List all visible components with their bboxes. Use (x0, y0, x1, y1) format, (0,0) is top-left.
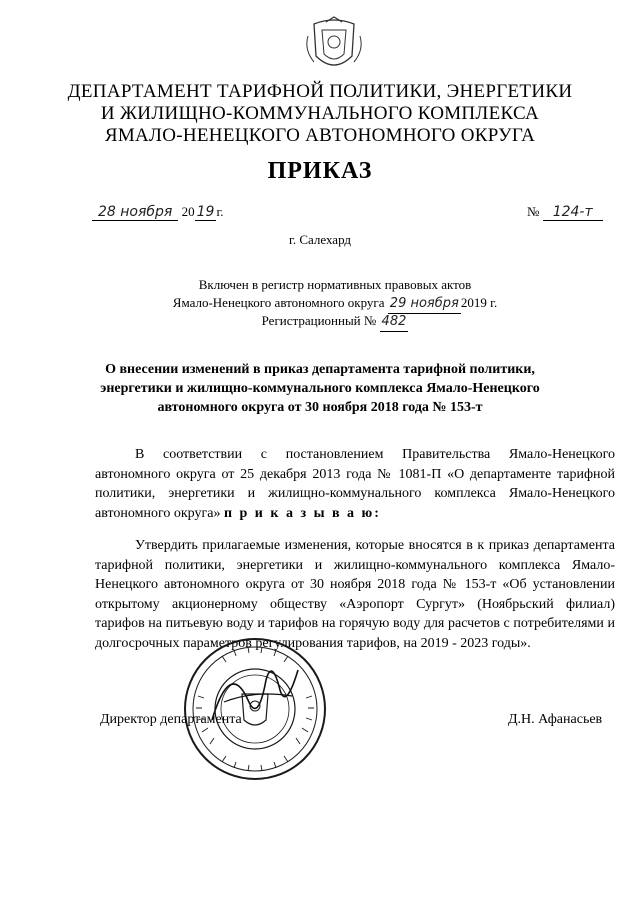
order-command: п р и к а з ы в а ю: (223, 505, 381, 521)
city-name: г. Салехард (288, 232, 352, 247)
handwritten-number: 124-т (543, 204, 603, 221)
order-number (527, 204, 603, 221)
signer-position: Директор департамента (100, 712, 242, 727)
handwritten-date: 28 ноября (92, 204, 178, 221)
department-name-line2: И ЖИЛИЩНО-КОММУНАЛЬНОГО КОМПЛЕКСА (100, 103, 540, 124)
registration-number: 482 (380, 313, 409, 332)
department-name-line1: ДЕПАРТАМЕНТ ТАРИФНОЙ ПОЛИТИКИ, ЭНЕРГЕТИКИ (67, 81, 573, 102)
registration-number-label: Регистрационный № (261, 313, 377, 328)
registration-date: 29 ноября (388, 295, 461, 314)
document-title: ПРИКАЗ (267, 158, 373, 184)
registration-year: 2019 г. (460, 295, 498, 310)
coat-of-arms-icon (300, 16, 368, 76)
registration-line1: Включен в регистр нормативных правовых актов (198, 277, 472, 292)
preamble-paragraph (95, 445, 615, 523)
order-paragraph: Утвердить прилагаемые изменения, которые вносятся в к приказ департамента тарифной политики, энергетики и жилищно-коммунального комплекса Ямало-Ненецкого автономного округа от 30 ноября 2018 года № 153-т «Об установлении открытому акционерному обществу «Аэропорт Сургут» (Ноябрьский филиал) тарифов на питьевую воду и тарифов на горячую воду для расчетов с потребителями и долгосрочных параметров регулирования тарифов, на 2019 - 2023 годы». (95, 538, 615, 651)
order-date (92, 204, 224, 221)
signer-name: Д.Н. Афанасьев (508, 712, 603, 727)
registration-region: Ямало-Ненецкого автономного округа (172, 295, 385, 310)
year-prefix: 20 (181, 204, 195, 219)
department-name-line3: ЯМАЛО-НЕНЕЦКОГО АВТОНОМНОГО ОКРУГА (104, 125, 536, 146)
document-subject: О внесении изменений в приказ департамента тарифной политики, энергетики и жилищно-коммунального комплекса Ямало-Ненецкого автономного округа от 30 ноября 2018 года № 153-т (100, 362, 540, 415)
registration-line3 (150, 312, 520, 332)
registration-line2 (150, 294, 520, 314)
preamble-text: В соответствии с постановлением Правительства Ямало-Ненецкого автономного округа от 25 декабря 2013 года № 1081-П «О департаменте тарифной политики, энергетики и жилищно-коммунального комплекса Ямало-Ненецкого автономного округа» (95, 447, 615, 521)
number-label: № (527, 204, 540, 219)
year-unit: г. (216, 204, 224, 219)
handwritten-year: 19 (196, 204, 215, 220)
